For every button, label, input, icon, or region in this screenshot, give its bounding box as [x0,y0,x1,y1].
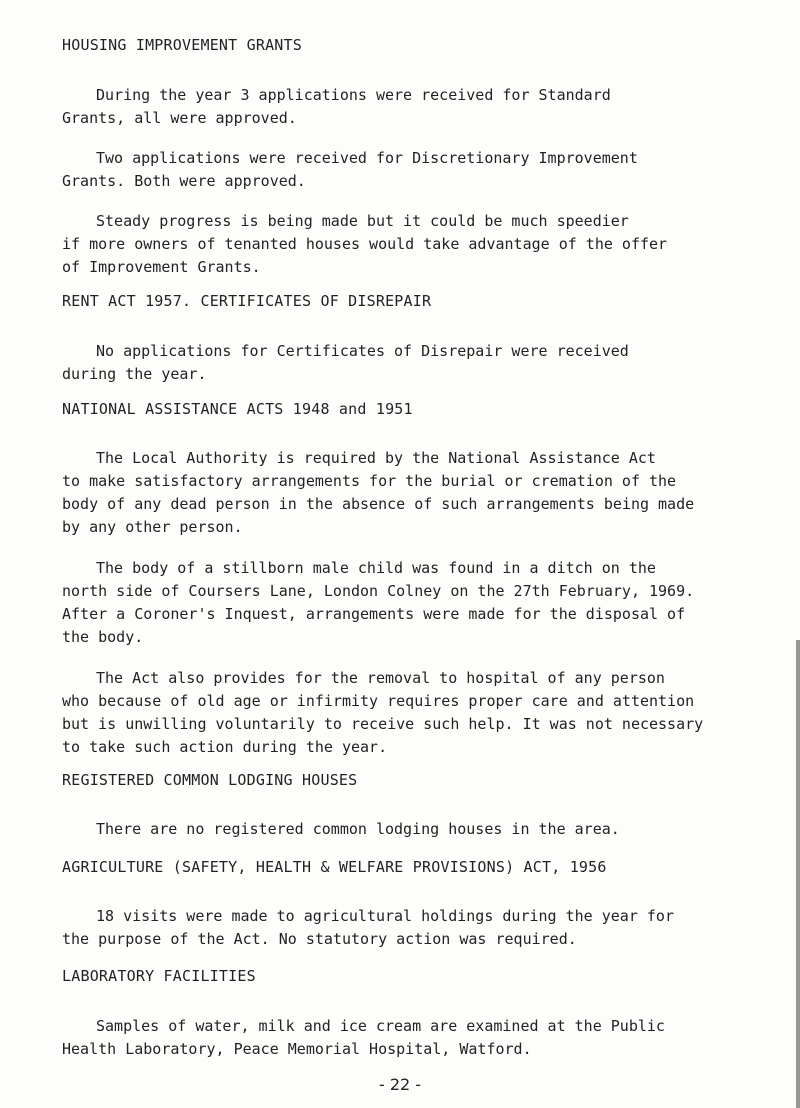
text-line: During the year 3 applications were received for Standard [96,86,611,104]
heading-rent-act: RENT ACT 1957. CERTIFICATES OF DISREPAIR [62,292,432,310]
text-line: Grants. Both were approved. [62,172,306,190]
text-line: to take such action during the year. [62,738,388,756]
paragraph-laboratory-samples [0,1015,800,1061]
text-line: the purpose of the Act. No statutory action was required. [62,930,577,948]
text-line: who because of old age or infirmity requires proper care and attention [62,692,695,710]
text-line: Steady progress is being made but it could be much speedier [96,212,629,230]
paragraph-removal-to-hospital [0,667,800,759]
paragraph-standard-grants [0,84,800,130]
text-line: Two applications were received for Discretionary Improvement [96,149,638,167]
text-line: The Act also provides for the removal to hospital of any person [96,669,665,687]
paragraph-stillborn-child [0,557,800,649]
text-line: 18 visits were made to agricultural holdings during the year for [96,907,674,925]
paragraph-discretionary-grants [0,147,800,193]
text-line: during the year. [62,365,207,383]
text-line: No applications for Certificates of Disrepair were received [96,342,629,360]
scan-edge-shadow [796,640,800,1108]
text-line: by any other person. [62,518,243,536]
paragraph-agricultural-visits [0,905,800,951]
text-line: Samples of water, milk and ice cream are examined at the Public [96,1017,665,1035]
heading-housing-improvement-grants: HOUSING IMPROVEMENT GRANTS [62,36,302,54]
heading-national-assistance-acts: NATIONAL ASSISTANCE ACTS 1948 and 1951 [62,400,413,418]
paragraph-local-authority [0,447,800,539]
paragraph-no-lodging-houses [0,818,800,841]
heading-laboratory-facilities: LABORATORY FACILITIES [62,967,256,985]
text-line: to make satisfactory arrangements for the burial or cremation of the [62,472,677,490]
text-line: The Local Authority is required by the National Assistance Act [96,449,656,467]
heading-common-lodging-houses: REGISTERED COMMON LODGING HOUSES [62,771,358,789]
text-line: if more owners of tenanted houses would take advantage of the offer [62,235,668,253]
text-line: north side of Coursers Lane, London Colney on the 27th February, 1969. [62,582,695,600]
text-line: The body of a stillborn male child was found in a ditch on the [96,559,656,577]
text-line: body of any dead person in the absence of such arrangements being made [62,495,695,513]
text-line: but is unwilling voluntarily to receive such help. It was not necessary [62,715,704,733]
text-line: Grants, all were approved. [62,109,297,127]
text-line: of Improvement Grants. [62,258,261,276]
paragraph-certificates-disrepair [0,340,800,386]
text-line: the body. [62,628,144,646]
text-line: After a Coroner's Inquest, arrangements were made for the disposal of [62,605,686,623]
text-line: Health Laboratory, Peace Memorial Hospital, Watford. [62,1040,532,1058]
page-number: - 22 - [378,1075,422,1094]
paragraph-steady-progress [0,210,800,279]
text-line: There are no registered common lodging houses in the area. [96,820,620,838]
heading-agriculture-act: AGRICULTURE (SAFETY, HEALTH & WELFARE PROVISIONS) ACT, 1956 [62,858,607,876]
